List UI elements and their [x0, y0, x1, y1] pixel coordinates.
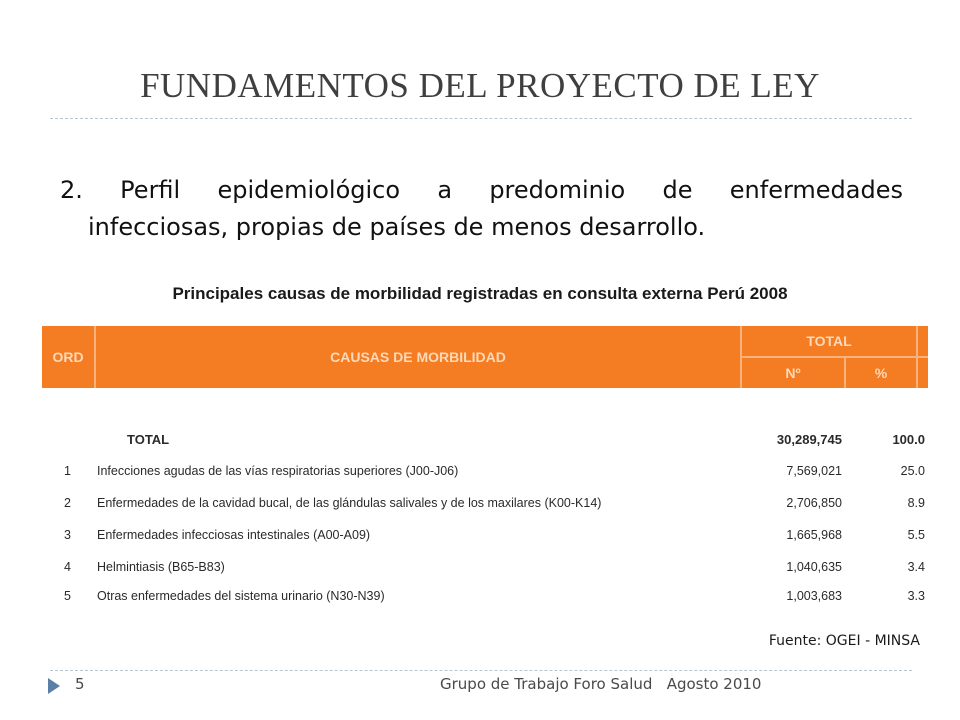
row-ord: 3: [64, 528, 71, 542]
total-pct: 100.0: [892, 432, 925, 447]
main-point-line-1: 2. Perfil epidemiológico a predominio de enfermedades: [60, 176, 903, 204]
triangle-bullet-icon: [48, 678, 60, 694]
row-ord: 4: [64, 560, 71, 574]
row-cause: Enfermedades infecciosas intestinales (A00-A09): [97, 528, 371, 542]
page-number: 5: [75, 675, 85, 693]
table-row: [42, 556, 928, 580]
table-row-total: [42, 428, 928, 452]
row-pct: 25.0: [900, 464, 925, 478]
total-n: 30,289,745: [776, 432, 842, 447]
table-header: [42, 326, 928, 388]
row-cause: Enfermedades de la cavidad bucal, de las glándulas salivales y de los maxilares (K00-K14): [97, 496, 602, 510]
slide-title: FUNDAMENTOS DEL PROYECTO DE LEY: [140, 66, 820, 105]
header-n: Nº: [785, 365, 801, 381]
total-label: TOTAL: [127, 432, 170, 447]
row-ord: 2: [64, 496, 71, 510]
row-n: 1,040,635: [786, 560, 842, 574]
row-n: 1,665,968: [786, 528, 842, 542]
row-cause: Infecciones agudas de las vías respiratorias superiores (J00-J06): [97, 464, 459, 478]
row-pct: 3.3: [907, 589, 925, 603]
footer-divider: [50, 670, 912, 671]
table-caption: Principales causas de morbilidad registradas en consulta externa Perú 2008: [172, 284, 788, 303]
row-ord: 5: [64, 589, 71, 603]
row-ord: 1: [64, 464, 71, 478]
row-pct: 3.4: [907, 560, 925, 574]
table-row: [42, 524, 928, 548]
row-n: 2,706,850: [786, 496, 842, 510]
title-divider: [50, 118, 912, 119]
footer-text: Grupo de Trabajo Foro Salud Agosto 2010: [440, 675, 762, 693]
main-point: [60, 172, 903, 246]
header-ord: ORD: [52, 349, 84, 365]
source-note: Fuente: OGEI - MINSA: [768, 633, 920, 649]
header-pct: %: [874, 365, 888, 381]
main-point-line-2: infecciosas, propias de países de menos desarrollo.: [88, 213, 706, 241]
table-row: [42, 492, 928, 516]
row-n: 7,569,021: [786, 464, 842, 478]
row-cause: Otras enfermedades del sistema urinario (N30-N39): [97, 589, 385, 603]
header-divider: [916, 326, 918, 388]
header-total: TOTAL: [806, 333, 852, 349]
row-pct: 5.5: [907, 528, 925, 542]
table-row: [42, 585, 928, 609]
row-n: 1,003,683: [786, 589, 842, 603]
row-cause: Helmintiasis (B65-B83): [97, 560, 225, 574]
header-cause: CAUSAS DE MORBILIDAD: [330, 349, 506, 365]
table-row: [42, 460, 928, 484]
row-pct: 8.9: [907, 496, 925, 510]
